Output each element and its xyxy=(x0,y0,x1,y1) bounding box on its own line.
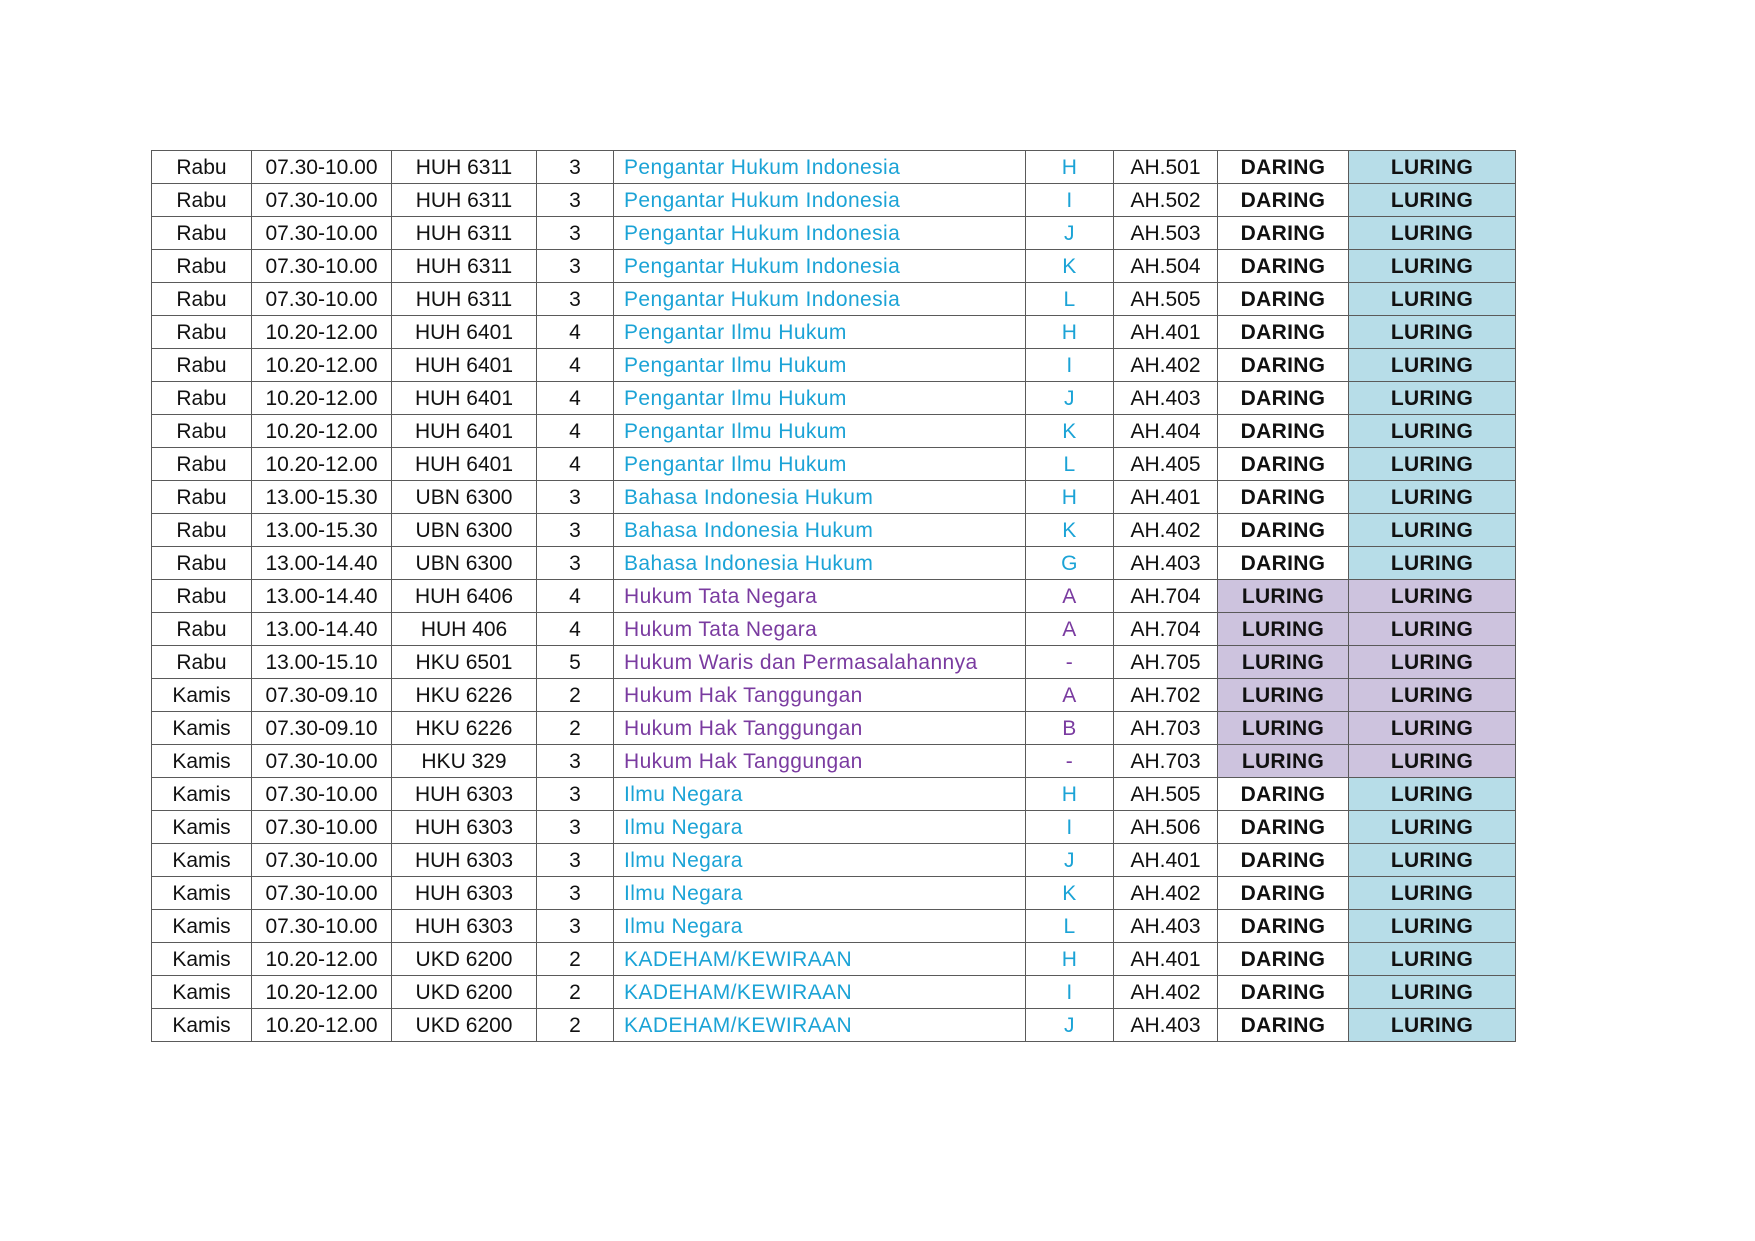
credits-cell: 3 xyxy=(537,217,614,250)
table-row xyxy=(152,613,1516,646)
mode-cell: DARING xyxy=(1218,778,1349,811)
course-code-cell: HUH 6303 xyxy=(392,811,537,844)
course-code-cell: UBN 6300 xyxy=(392,547,537,580)
class-cell: I xyxy=(1026,184,1114,217)
time-cell: 10.20-12.00 xyxy=(252,316,392,349)
course-name-cell: Bahasa Indonesia Hukum xyxy=(614,514,1026,547)
course-name-cell: Pengantar Hukum Indonesia xyxy=(614,151,1026,184)
class-cell: H xyxy=(1026,151,1114,184)
room-cell: AH.505 xyxy=(1114,283,1218,316)
course-code-cell: UKD 6200 xyxy=(392,976,537,1009)
table-row xyxy=(152,547,1516,580)
time-cell: 07.30-10.00 xyxy=(252,844,392,877)
room-cell: AH.401 xyxy=(1114,316,1218,349)
room-cell: AH.704 xyxy=(1114,580,1218,613)
mode-cell: LURING xyxy=(1349,811,1516,844)
time-cell: 07.30-10.00 xyxy=(252,217,392,250)
course-name-cell: Pengantar Ilmu Hukum xyxy=(614,448,1026,481)
day-cell: Kamis xyxy=(152,811,252,844)
mode-cell: LURING xyxy=(1349,283,1516,316)
class-cell: K xyxy=(1026,250,1114,283)
table-row xyxy=(152,184,1516,217)
time-cell: 07.30-10.00 xyxy=(252,877,392,910)
course-name-cell: Pengantar Hukum Indonesia xyxy=(614,217,1026,250)
table-row xyxy=(152,811,1516,844)
mode-cell: LURING xyxy=(1218,613,1349,646)
mode-cell: LURING xyxy=(1349,844,1516,877)
course-code-cell: HKU 6226 xyxy=(392,679,537,712)
course-code-cell: HUH 6303 xyxy=(392,844,537,877)
course-name-cell: Pengantar Ilmu Hukum xyxy=(614,316,1026,349)
mode-cell: LURING xyxy=(1349,976,1516,1009)
course-name-cell: Hukum Tata Negara xyxy=(614,613,1026,646)
course-code-cell: UKD 6200 xyxy=(392,943,537,976)
mode-cell: LURING xyxy=(1349,778,1516,811)
course-code-cell: UBN 6300 xyxy=(392,481,537,514)
day-cell: Rabu xyxy=(152,448,252,481)
course-name-cell: Ilmu Negara xyxy=(614,877,1026,910)
class-cell: A xyxy=(1026,580,1114,613)
time-cell: 07.30-10.00 xyxy=(252,283,392,316)
mode-cell: LURING xyxy=(1349,646,1516,679)
class-cell: J xyxy=(1026,382,1114,415)
class-cell: K xyxy=(1026,415,1114,448)
course-code-cell: UBN 6300 xyxy=(392,514,537,547)
course-code-cell: HUH 6311 xyxy=(392,250,537,283)
mode-cell: DARING xyxy=(1218,382,1349,415)
day-cell: Kamis xyxy=(152,943,252,976)
mode-cell: LURING xyxy=(1349,745,1516,778)
time-cell: 13.00-15.10 xyxy=(252,646,392,679)
class-cell: I xyxy=(1026,811,1114,844)
course-code-cell: HUH 6303 xyxy=(392,910,537,943)
mode-cell: LURING xyxy=(1218,712,1349,745)
time-cell: 10.20-12.00 xyxy=(252,382,392,415)
credits-cell: 3 xyxy=(537,778,614,811)
day-cell: Rabu xyxy=(152,283,252,316)
day-cell: Rabu xyxy=(152,547,252,580)
mode-cell: LURING xyxy=(1349,415,1516,448)
mode-cell: DARING xyxy=(1218,316,1349,349)
mode-cell: LURING xyxy=(1349,184,1516,217)
mode-cell: LURING xyxy=(1349,217,1516,250)
day-cell: Kamis xyxy=(152,910,252,943)
course-code-cell: UKD 6200 xyxy=(392,1009,537,1042)
mode-cell: DARING xyxy=(1218,184,1349,217)
credits-cell: 4 xyxy=(537,613,614,646)
time-cell: 10.20-12.00 xyxy=(252,448,392,481)
credits-cell: 2 xyxy=(537,976,614,1009)
credits-cell: 3 xyxy=(537,250,614,283)
course-name-cell: Pengantar Hukum Indonesia xyxy=(614,250,1026,283)
time-cell: 07.30-10.00 xyxy=(252,778,392,811)
class-cell: - xyxy=(1026,745,1114,778)
room-cell: AH.401 xyxy=(1114,844,1218,877)
mode-cell: DARING xyxy=(1218,1009,1349,1042)
room-cell: AH.401 xyxy=(1114,481,1218,514)
mode-cell: LURING xyxy=(1349,580,1516,613)
day-cell: Rabu xyxy=(152,415,252,448)
room-cell: AH.704 xyxy=(1114,613,1218,646)
mode-cell: LURING xyxy=(1349,712,1516,745)
room-cell: AH.503 xyxy=(1114,217,1218,250)
table-row xyxy=(152,910,1516,943)
class-cell: I xyxy=(1026,976,1114,1009)
table-row xyxy=(152,745,1516,778)
course-name-cell: Pengantar Hukum Indonesia xyxy=(614,184,1026,217)
credits-cell: 4 xyxy=(537,448,614,481)
course-code-cell: HKU 329 xyxy=(392,745,537,778)
table-row xyxy=(152,316,1516,349)
credits-cell: 2 xyxy=(537,943,614,976)
room-cell: AH.505 xyxy=(1114,778,1218,811)
table-row xyxy=(152,250,1516,283)
mode-cell: LURING xyxy=(1349,679,1516,712)
credits-cell: 4 xyxy=(537,349,614,382)
mode-cell: LURING xyxy=(1349,151,1516,184)
time-cell: 07.30-10.00 xyxy=(252,811,392,844)
table-row xyxy=(152,877,1516,910)
mode-cell: DARING xyxy=(1218,514,1349,547)
course-name-cell: Hukum Hak Tanggungan xyxy=(614,745,1026,778)
day-cell: Rabu xyxy=(152,151,252,184)
time-cell: 13.00-15.30 xyxy=(252,514,392,547)
day-cell: Rabu xyxy=(152,349,252,382)
day-cell: Kamis xyxy=(152,745,252,778)
course-code-cell: HUH 6401 xyxy=(392,316,537,349)
time-cell: 07.30-10.00 xyxy=(252,745,392,778)
mode-cell: DARING xyxy=(1218,151,1349,184)
class-cell: J xyxy=(1026,844,1114,877)
class-cell: H xyxy=(1026,778,1114,811)
mode-cell: DARING xyxy=(1218,250,1349,283)
table-row xyxy=(152,712,1516,745)
mode-cell: LURING xyxy=(1218,580,1349,613)
course-name-cell: KADEHAM/KEWIRAAN xyxy=(614,1009,1026,1042)
time-cell: 13.00-14.40 xyxy=(252,613,392,646)
course-code-cell: HUH 6311 xyxy=(392,151,537,184)
time-cell: 07.30-10.00 xyxy=(252,250,392,283)
credits-cell: 3 xyxy=(537,844,614,877)
table-row xyxy=(152,283,1516,316)
course-name-cell: KADEHAM/KEWIRAAN xyxy=(614,943,1026,976)
room-cell: AH.703 xyxy=(1114,745,1218,778)
mode-cell: LURING xyxy=(1349,448,1516,481)
mode-cell: LURING xyxy=(1349,316,1516,349)
day-cell: Rabu xyxy=(152,184,252,217)
table-row xyxy=(152,778,1516,811)
table-row xyxy=(152,349,1516,382)
credits-cell: 3 xyxy=(537,811,614,844)
time-cell: 10.20-12.00 xyxy=(252,943,392,976)
day-cell: Rabu xyxy=(152,481,252,514)
day-cell: Kamis xyxy=(152,877,252,910)
course-name-cell: KADEHAM/KEWIRAAN xyxy=(614,976,1026,1009)
mode-cell: LURING xyxy=(1349,481,1516,514)
room-cell: AH.403 xyxy=(1114,547,1218,580)
class-cell: L xyxy=(1026,448,1114,481)
table-row xyxy=(152,448,1516,481)
table-row xyxy=(152,976,1516,1009)
course-name-cell: Hukum Hak Tanggungan xyxy=(614,679,1026,712)
mode-cell: DARING xyxy=(1218,943,1349,976)
day-cell: Kamis xyxy=(152,1009,252,1042)
mode-cell: LURING xyxy=(1349,877,1516,910)
table-row xyxy=(152,481,1516,514)
class-cell: K xyxy=(1026,514,1114,547)
room-cell: AH.506 xyxy=(1114,811,1218,844)
time-cell: 07.30-10.00 xyxy=(252,184,392,217)
credits-cell: 3 xyxy=(537,184,614,217)
room-cell: AH.703 xyxy=(1114,712,1218,745)
course-code-cell: HUH 6303 xyxy=(392,877,537,910)
day-cell: Rabu xyxy=(152,316,252,349)
credits-cell: 4 xyxy=(537,316,614,349)
mode-cell: LURING xyxy=(1349,514,1516,547)
course-code-cell: HUH 6311 xyxy=(392,184,537,217)
day-cell: Kamis xyxy=(152,844,252,877)
table-row xyxy=(152,1009,1516,1042)
room-cell: AH.402 xyxy=(1114,976,1218,1009)
course-code-cell: HKU 6501 xyxy=(392,646,537,679)
table-row xyxy=(152,646,1516,679)
course-code-cell: HKU 6226 xyxy=(392,712,537,745)
room-cell: AH.702 xyxy=(1114,679,1218,712)
mode-cell: LURING xyxy=(1218,646,1349,679)
mode-cell: LURING xyxy=(1349,943,1516,976)
time-cell: 10.20-12.00 xyxy=(252,349,392,382)
course-name-cell: Hukum Waris dan Permasalahannya xyxy=(614,646,1026,679)
class-cell: L xyxy=(1026,283,1114,316)
course-name-cell: Ilmu Negara xyxy=(614,910,1026,943)
time-cell: 07.30-10.00 xyxy=(252,151,392,184)
course-name-cell: Bahasa Indonesia Hukum xyxy=(614,481,1026,514)
class-cell: G xyxy=(1026,547,1114,580)
day-cell: Rabu xyxy=(152,250,252,283)
mode-cell: LURING xyxy=(1349,1009,1516,1042)
room-cell: AH.504 xyxy=(1114,250,1218,283)
room-cell: AH.402 xyxy=(1114,349,1218,382)
course-code-cell: HUH 6311 xyxy=(392,283,537,316)
time-cell: 10.20-12.00 xyxy=(252,415,392,448)
day-cell: Kamis xyxy=(152,778,252,811)
class-cell: - xyxy=(1026,646,1114,679)
mode-cell: DARING xyxy=(1218,910,1349,943)
room-cell: AH.403 xyxy=(1114,910,1218,943)
course-code-cell: HUH 6401 xyxy=(392,382,537,415)
time-cell: 07.30-09.10 xyxy=(252,712,392,745)
course-name-cell: Ilmu Negara xyxy=(614,844,1026,877)
mode-cell: LURING xyxy=(1349,349,1516,382)
credits-cell: 3 xyxy=(537,514,614,547)
room-cell: AH.404 xyxy=(1114,415,1218,448)
course-code-cell: HUH 6401 xyxy=(392,349,537,382)
table-row xyxy=(152,415,1516,448)
credits-cell: 3 xyxy=(537,547,614,580)
room-cell: AH.705 xyxy=(1114,646,1218,679)
course-name-cell: Bahasa Indonesia Hukum xyxy=(614,547,1026,580)
mode-cell: DARING xyxy=(1218,283,1349,316)
room-cell: AH.501 xyxy=(1114,151,1218,184)
credits-cell: 2 xyxy=(537,679,614,712)
credits-cell: 3 xyxy=(537,910,614,943)
mode-cell: DARING xyxy=(1218,811,1349,844)
table-row xyxy=(152,217,1516,250)
mode-cell: LURING xyxy=(1349,613,1516,646)
time-cell: 13.00-14.40 xyxy=(252,547,392,580)
class-cell: A xyxy=(1026,679,1114,712)
room-cell: AH.403 xyxy=(1114,382,1218,415)
course-name-cell: Pengantar Ilmu Hukum xyxy=(614,349,1026,382)
day-cell: Kamis xyxy=(152,976,252,1009)
table-row xyxy=(152,151,1516,184)
day-cell: Rabu xyxy=(152,580,252,613)
table-row xyxy=(152,382,1516,415)
class-cell: A xyxy=(1026,613,1114,646)
time-cell: 10.20-12.00 xyxy=(252,1009,392,1042)
table-row xyxy=(152,679,1516,712)
course-code-cell: HUH 6401 xyxy=(392,448,537,481)
credits-cell: 3 xyxy=(537,283,614,316)
course-code-cell: HUH 6406 xyxy=(392,580,537,613)
class-cell: L xyxy=(1026,910,1114,943)
class-cell: B xyxy=(1026,712,1114,745)
course-name-cell: Ilmu Negara xyxy=(614,778,1026,811)
mode-cell: LURING xyxy=(1349,547,1516,580)
course-name-cell: Pengantar Ilmu Hukum xyxy=(614,382,1026,415)
day-cell: Rabu xyxy=(152,514,252,547)
mode-cell: LURING xyxy=(1218,745,1349,778)
day-cell: Rabu xyxy=(152,646,252,679)
class-cell: H xyxy=(1026,943,1114,976)
table-row xyxy=(152,943,1516,976)
credits-cell: 4 xyxy=(537,382,614,415)
credits-cell: 3 xyxy=(537,481,614,514)
credits-cell: 3 xyxy=(537,151,614,184)
table-row xyxy=(152,844,1516,877)
credits-cell: 4 xyxy=(537,580,614,613)
day-cell: Kamis xyxy=(152,712,252,745)
room-cell: AH.502 xyxy=(1114,184,1218,217)
course-name-cell: Pengantar Hukum Indonesia xyxy=(614,283,1026,316)
day-cell: Rabu xyxy=(152,613,252,646)
table-row xyxy=(152,514,1516,547)
course-code-cell: HUH 6401 xyxy=(392,415,537,448)
mode-cell: DARING xyxy=(1218,448,1349,481)
mode-cell: DARING xyxy=(1218,976,1349,1009)
room-cell: AH.402 xyxy=(1114,514,1218,547)
class-cell: H xyxy=(1026,316,1114,349)
mode-cell: DARING xyxy=(1218,547,1349,580)
credits-cell: 2 xyxy=(537,1009,614,1042)
schedule-table xyxy=(151,150,1516,1042)
time-cell: 13.00-14.40 xyxy=(252,580,392,613)
day-cell: Rabu xyxy=(152,217,252,250)
mode-cell: LURING xyxy=(1349,910,1516,943)
credits-cell: 3 xyxy=(537,877,614,910)
mode-cell: DARING xyxy=(1218,349,1349,382)
day-cell: Kamis xyxy=(152,679,252,712)
room-cell: AH.405 xyxy=(1114,448,1218,481)
time-cell: 10.20-12.00 xyxy=(252,976,392,1009)
credits-cell: 5 xyxy=(537,646,614,679)
course-name-cell: Hukum Tata Negara xyxy=(614,580,1026,613)
time-cell: 13.00-15.30 xyxy=(252,481,392,514)
room-cell: AH.402 xyxy=(1114,877,1218,910)
table-row xyxy=(152,580,1516,613)
course-code-cell: HUH 6303 xyxy=(392,778,537,811)
credits-cell: 2 xyxy=(537,712,614,745)
time-cell: 07.30-10.00 xyxy=(252,910,392,943)
credits-cell: 3 xyxy=(537,745,614,778)
day-cell: Rabu xyxy=(152,382,252,415)
mode-cell: LURING xyxy=(1349,250,1516,283)
mode-cell: DARING xyxy=(1218,415,1349,448)
class-cell: H xyxy=(1026,481,1114,514)
mode-cell: LURING xyxy=(1218,679,1349,712)
mode-cell: DARING xyxy=(1218,481,1349,514)
mode-cell: DARING xyxy=(1218,877,1349,910)
class-cell: K xyxy=(1026,877,1114,910)
course-name-cell: Ilmu Negara xyxy=(614,811,1026,844)
class-cell: J xyxy=(1026,217,1114,250)
time-cell: 07.30-09.10 xyxy=(252,679,392,712)
course-name-cell: Hukum Hak Tanggungan xyxy=(614,712,1026,745)
room-cell: AH.401 xyxy=(1114,943,1218,976)
room-cell: AH.403 xyxy=(1114,1009,1218,1042)
credits-cell: 4 xyxy=(537,415,614,448)
course-code-cell: HUH 406 xyxy=(392,613,537,646)
mode-cell: DARING xyxy=(1218,217,1349,250)
mode-cell: LURING xyxy=(1349,382,1516,415)
course-name-cell: Pengantar Ilmu Hukum xyxy=(614,415,1026,448)
class-cell: J xyxy=(1026,1009,1114,1042)
class-cell: I xyxy=(1026,349,1114,382)
schedule-rows xyxy=(152,151,1516,1042)
course-code-cell: HUH 6311 xyxy=(392,217,537,250)
mode-cell: DARING xyxy=(1218,844,1349,877)
